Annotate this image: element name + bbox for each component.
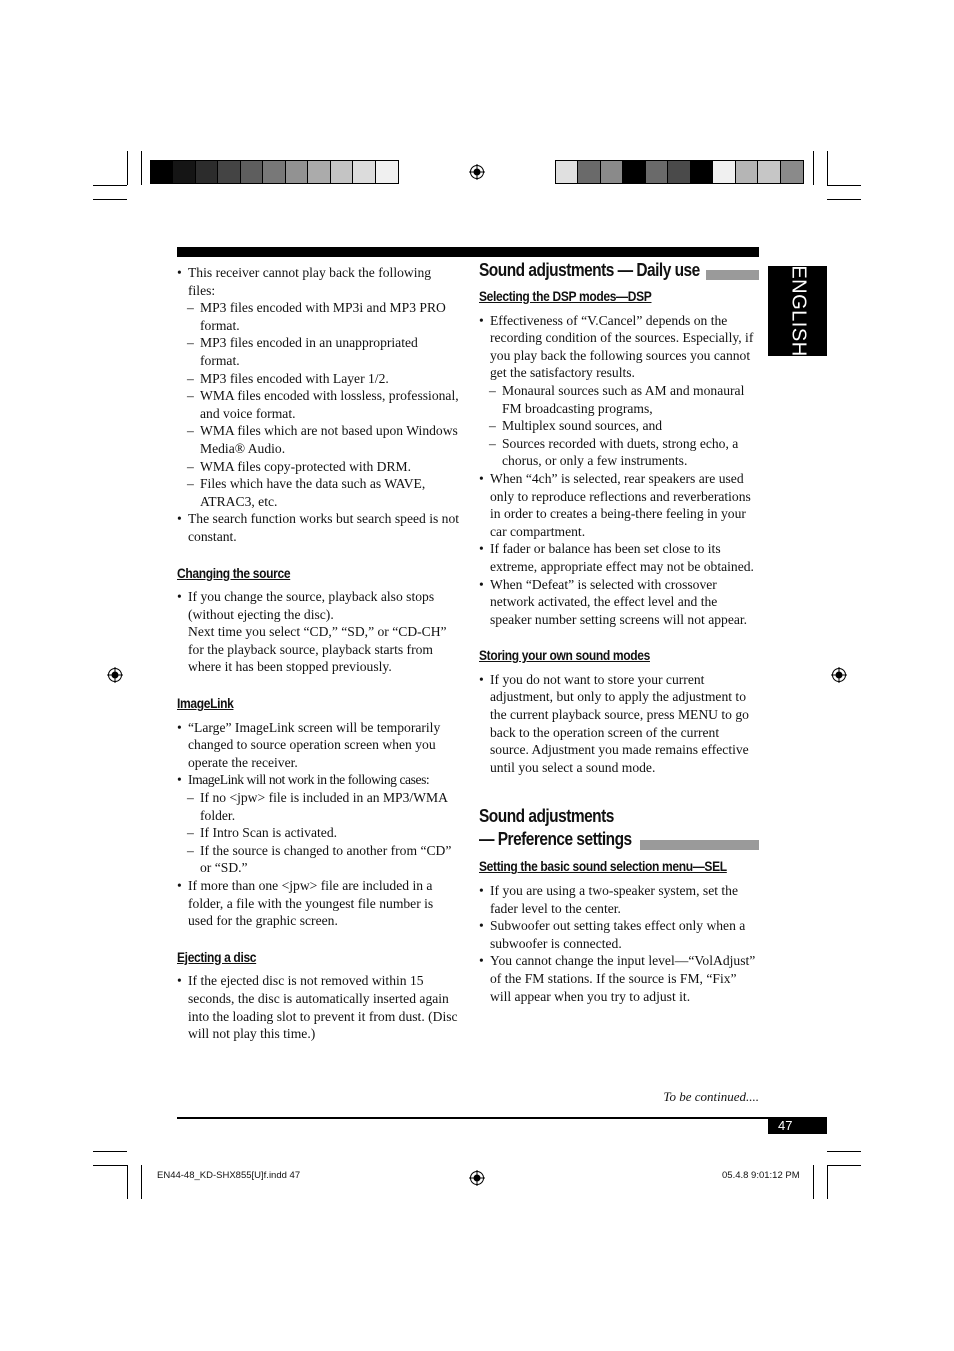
crop-mark [93,1165,127,1166]
list-item: – Monaural sources such as AM and monaural FM broadcasting programs, [479,382,760,417]
list-item: • If more than one <jpw> file are included in a folder, a file with the youngest file number is used for the graphic screen. [177,877,460,930]
color-swatch [758,161,780,183]
heading-bar [640,840,759,850]
section-title-daily-use: Sound adjustments — Daily use [479,260,700,280]
color-swatch [691,161,713,183]
color-swatch [556,161,578,183]
list-item: • When “Defeat” is selected with crossover network activated, the effect level and the speaker number setting screens will not appear. [479,576,760,629]
color-swatch [646,161,668,183]
right-column [479,262,760,1005]
list-item: • When “4ch” is selected, rear speakers are used only to reproduce reflections and reverberations in order to creates a being-there feeling in your car compartment. [479,470,760,540]
list-item: • ImageLink will not work in the following cases: [177,771,460,789]
list-item: • This receiver cannot play back the following files: [177,264,460,299]
subsection-heading-sel: Setting the basic sound selection menu—SEL [479,858,727,875]
heading-bar [706,270,759,280]
language-tab [768,266,827,356]
color-swatch [578,161,600,183]
slug-filename: EN44-48_KD-SHX855[U]f.indd 47 [157,1170,301,1181]
crop-mark [93,1151,127,1152]
page-number: 47 [768,1118,827,1134]
list-item: – If Intro Scan is activated. [177,824,460,842]
list-item: • If the ejected disc is not removed within 15 seconds, the disc is automatically inserted again into the loading slot to prevent it from dust. (Disc will not play this time.) [177,972,460,1042]
crop-mark [127,1165,128,1199]
color-swatch [713,161,735,183]
crop-mark [93,199,127,200]
list-item: – WMA files which are not based upon Windows Media® Audio. [177,422,460,457]
color-swatch [196,161,218,183]
color-swatch [331,161,353,183]
list-item: • If you are using a two-speaker system, set the fader level to the center. [479,882,760,917]
left-column [177,264,460,1043]
color-swatch [218,161,240,183]
footer-rule [177,1117,827,1119]
list-item: – MP3 files encoded in an unappropriated format. [177,334,460,369]
subsection-heading-dsp: Selecting the DSP modes—DSP [479,288,652,304]
language-tab-label: ENGLISH [787,265,809,357]
list-item: – WMA files encoded with lossless, professional, and voice format. [177,387,460,422]
crop-mark [827,151,828,185]
color-calibration-bar-left [150,160,399,184]
section-heading-imagelink: ImageLink [177,695,234,712]
color-swatch [601,161,623,183]
list-item: • If you change the source, playback also stops (without ejecting the disc). [177,588,460,623]
crop-mark [127,151,128,185]
color-swatch [353,161,375,183]
section-heading-ejecting-disc: Ejecting a disc [177,948,257,965]
crop-mark [141,151,142,185]
list-item: – If the source is changed to another from “CD” or “SD.” [177,842,460,877]
subsection-heading-storing: Storing your own sound modes [479,647,650,664]
registration-mark-icon [469,164,485,180]
section-title-preference: Sound adjustments [479,806,614,827]
crop-mark [93,185,127,186]
color-swatch [241,161,263,183]
crop-mark [827,1151,861,1152]
crop-mark [141,1165,142,1199]
color-swatch [308,161,330,183]
registration-mark-icon [831,667,847,683]
color-swatch [173,161,195,183]
list-item: – WMA files copy-protected with DRM. [177,458,460,476]
registration-mark-icon [469,1170,485,1186]
crop-mark [813,1165,814,1199]
list-item: • “Large” ImageLink screen will be temporarily changed to source operation screen when you operate the receiver. [177,719,460,772]
color-swatch [151,161,173,183]
crop-mark [813,151,814,185]
paragraph: Next time you select “CD,” “SD,” or “CD-CH” for the playback source, playback starts from where it has been stopped previously. [188,624,447,675]
list-item: – Multiplex sound sources, and [479,417,760,435]
color-swatch [263,161,285,183]
list-item: – If no <jpw> file is included in an MP3/WMA folder. [177,789,460,824]
crop-mark [827,199,861,200]
list-item: – Files which have the data such as WAVE, ATRAC3, etc. [177,475,460,510]
color-swatch [623,161,645,183]
list-item: • You cannot change the input level—“VolAdjust” of the FM stations. If the source is FM, “Fix” will appear when you try to adjust it. [479,952,760,1005]
color-swatch [376,161,398,183]
color-swatch [781,161,803,183]
color-swatch [736,161,758,183]
list-item: • The search function works but search speed is not constant. [177,510,460,545]
color-swatch [286,161,308,183]
list-item: – MP3 files encoded with Layer 1/2. [177,370,460,388]
crop-mark [827,1165,828,1199]
header-rule [177,247,759,257]
section-title-preference-line2: — Preference settings [479,829,632,850]
list-item: • If fader or balance has been set close to its extreme, appropriate effect may not be obtained. [479,540,760,575]
slug-timestamp: 05.4.8 9:01:12 PM [722,1170,800,1181]
continued-note: To be continued.... [663,1089,759,1104]
list-item: – MP3 files encoded with MP3i and MP3 PRO format. [177,299,460,334]
list-item: • If you do not want to store your current adjustment, but only to apply the adjustment to the current playback source, press MENU to go back to the operation screen of the current source. Adjustment you made remains effective until you select a sound mode. [479,671,760,777]
list-item: • Subwoofer out setting takes effect only when a subwoofer is connected. [479,917,760,952]
list-item: – Sources recorded with duets, strong echo, a chorus, or only a few instruments. [479,435,760,470]
crop-mark [827,185,861,186]
section-heading-changing-source: Changing the source [177,564,291,581]
crop-mark [827,1165,861,1166]
list-item: • Effectiveness of “V.Cancel” depends on the recording condition of the sources. Especially, if you play back the following sources you cannot get the satisfactory results. [479,312,760,382]
color-swatch [668,161,690,183]
registration-mark-icon [107,667,123,683]
color-calibration-bar-right [555,160,804,184]
